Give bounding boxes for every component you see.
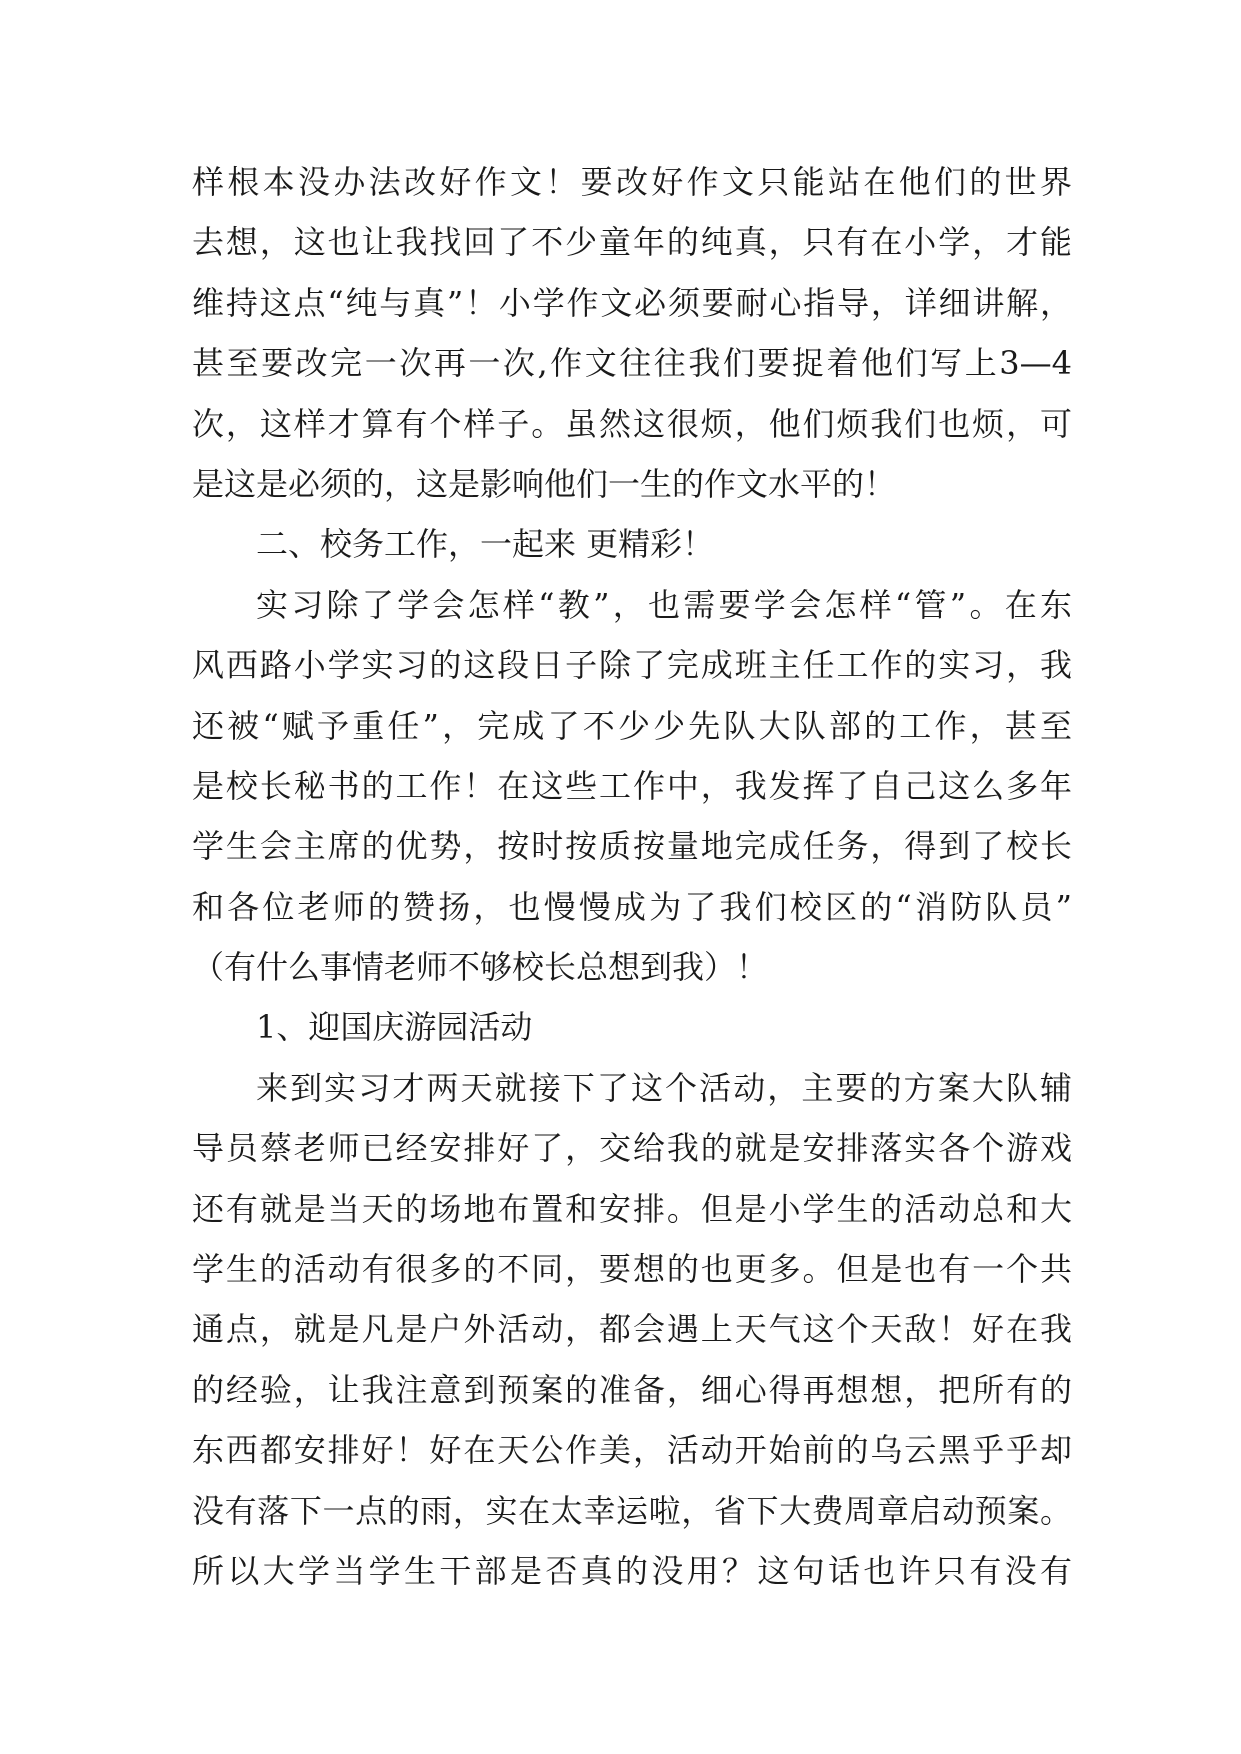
text-line: 次，这样才算有个样子。虽然这很烦，他们烦我们也烦，可 [192, 404, 1072, 443]
text-line: 所以大学当学生干部是否真的没用？这句话也许只有没有 [192, 1551, 1072, 1590]
text-line: 去想，这也让我找回了不少童年的纯真，只有在小学，才能 [192, 223, 1072, 262]
text-line: 样根本没办法改好作文！要改好作文只能站在他们的世界 [192, 163, 1072, 201]
text-line: 的经验，让我注意到预案的准备，细心得再想想，把所有的 [192, 1370, 1072, 1409]
section-heading: 二、校务工作，一起来 更精彩！ [256, 525, 715, 564]
body-text [192, 162, 1072, 1611]
text-line: 导员蔡老师已经安排好了，交给我的就是安排落实各个游戏 [192, 1129, 1072, 1168]
text-line: 学生会主席的优势，按时按质按量地完成任务，得到了校长 [192, 827, 1072, 866]
text-line: 还有就是当天的场地布置和安排。但是小学生的活动总和大 [192, 1189, 1072, 1228]
text-line: 维持这点“纯与真”！小学作文必须要耐心指导，详细讲解， [192, 283, 1072, 322]
text-line: 风西路小学实习的这段日子除了完成班主任工作的实习，我 [192, 646, 1072, 685]
text-line: 学生的活动有很多的不同，要想的也更多。但是也有一个共 [192, 1250, 1072, 1289]
text-line: 实习除了学会怎样“教”，也需要学会怎样“管”。在东 [256, 585, 1072, 624]
text-line: 通点，就是凡是户外活动，都会遇上天气这个天敌！好在我 [192, 1310, 1072, 1349]
text-line: 来到实习才两天就接下了这个活动，主要的方案大队辅 [256, 1068, 1072, 1107]
text-line: 东西都安排好！好在天公作美，活动开始前的乌云黑乎乎却 [192, 1431, 1072, 1470]
text-line: （有什么事情老师不够校长总想到我）！ [192, 948, 769, 987]
text-line: 和各位老师的赞扬，也慢慢成为了我们校区的“消防队员” [192, 887, 1072, 926]
text-line: 是这是必须的，这是影响他们一生的作文水平的！ [192, 464, 897, 503]
text-line: 甚至要改完一次再一次,作文往往我们要捉着他们写上3—4 [192, 344, 1072, 383]
subsection-heading: 1、迎国庆游园活动 [256, 1008, 533, 1047]
text-line: 还被“赋予重任”，完成了不少少先队大队部的工作，甚至 [192, 706, 1072, 745]
text-line: 没有落下一点的雨，实在太幸运啦，省下大费周章启动预案。 [192, 1491, 1072, 1530]
text-line: 是校长秘书的工作！在这些工作中，我发挥了自己这么多年 [192, 766, 1072, 805]
